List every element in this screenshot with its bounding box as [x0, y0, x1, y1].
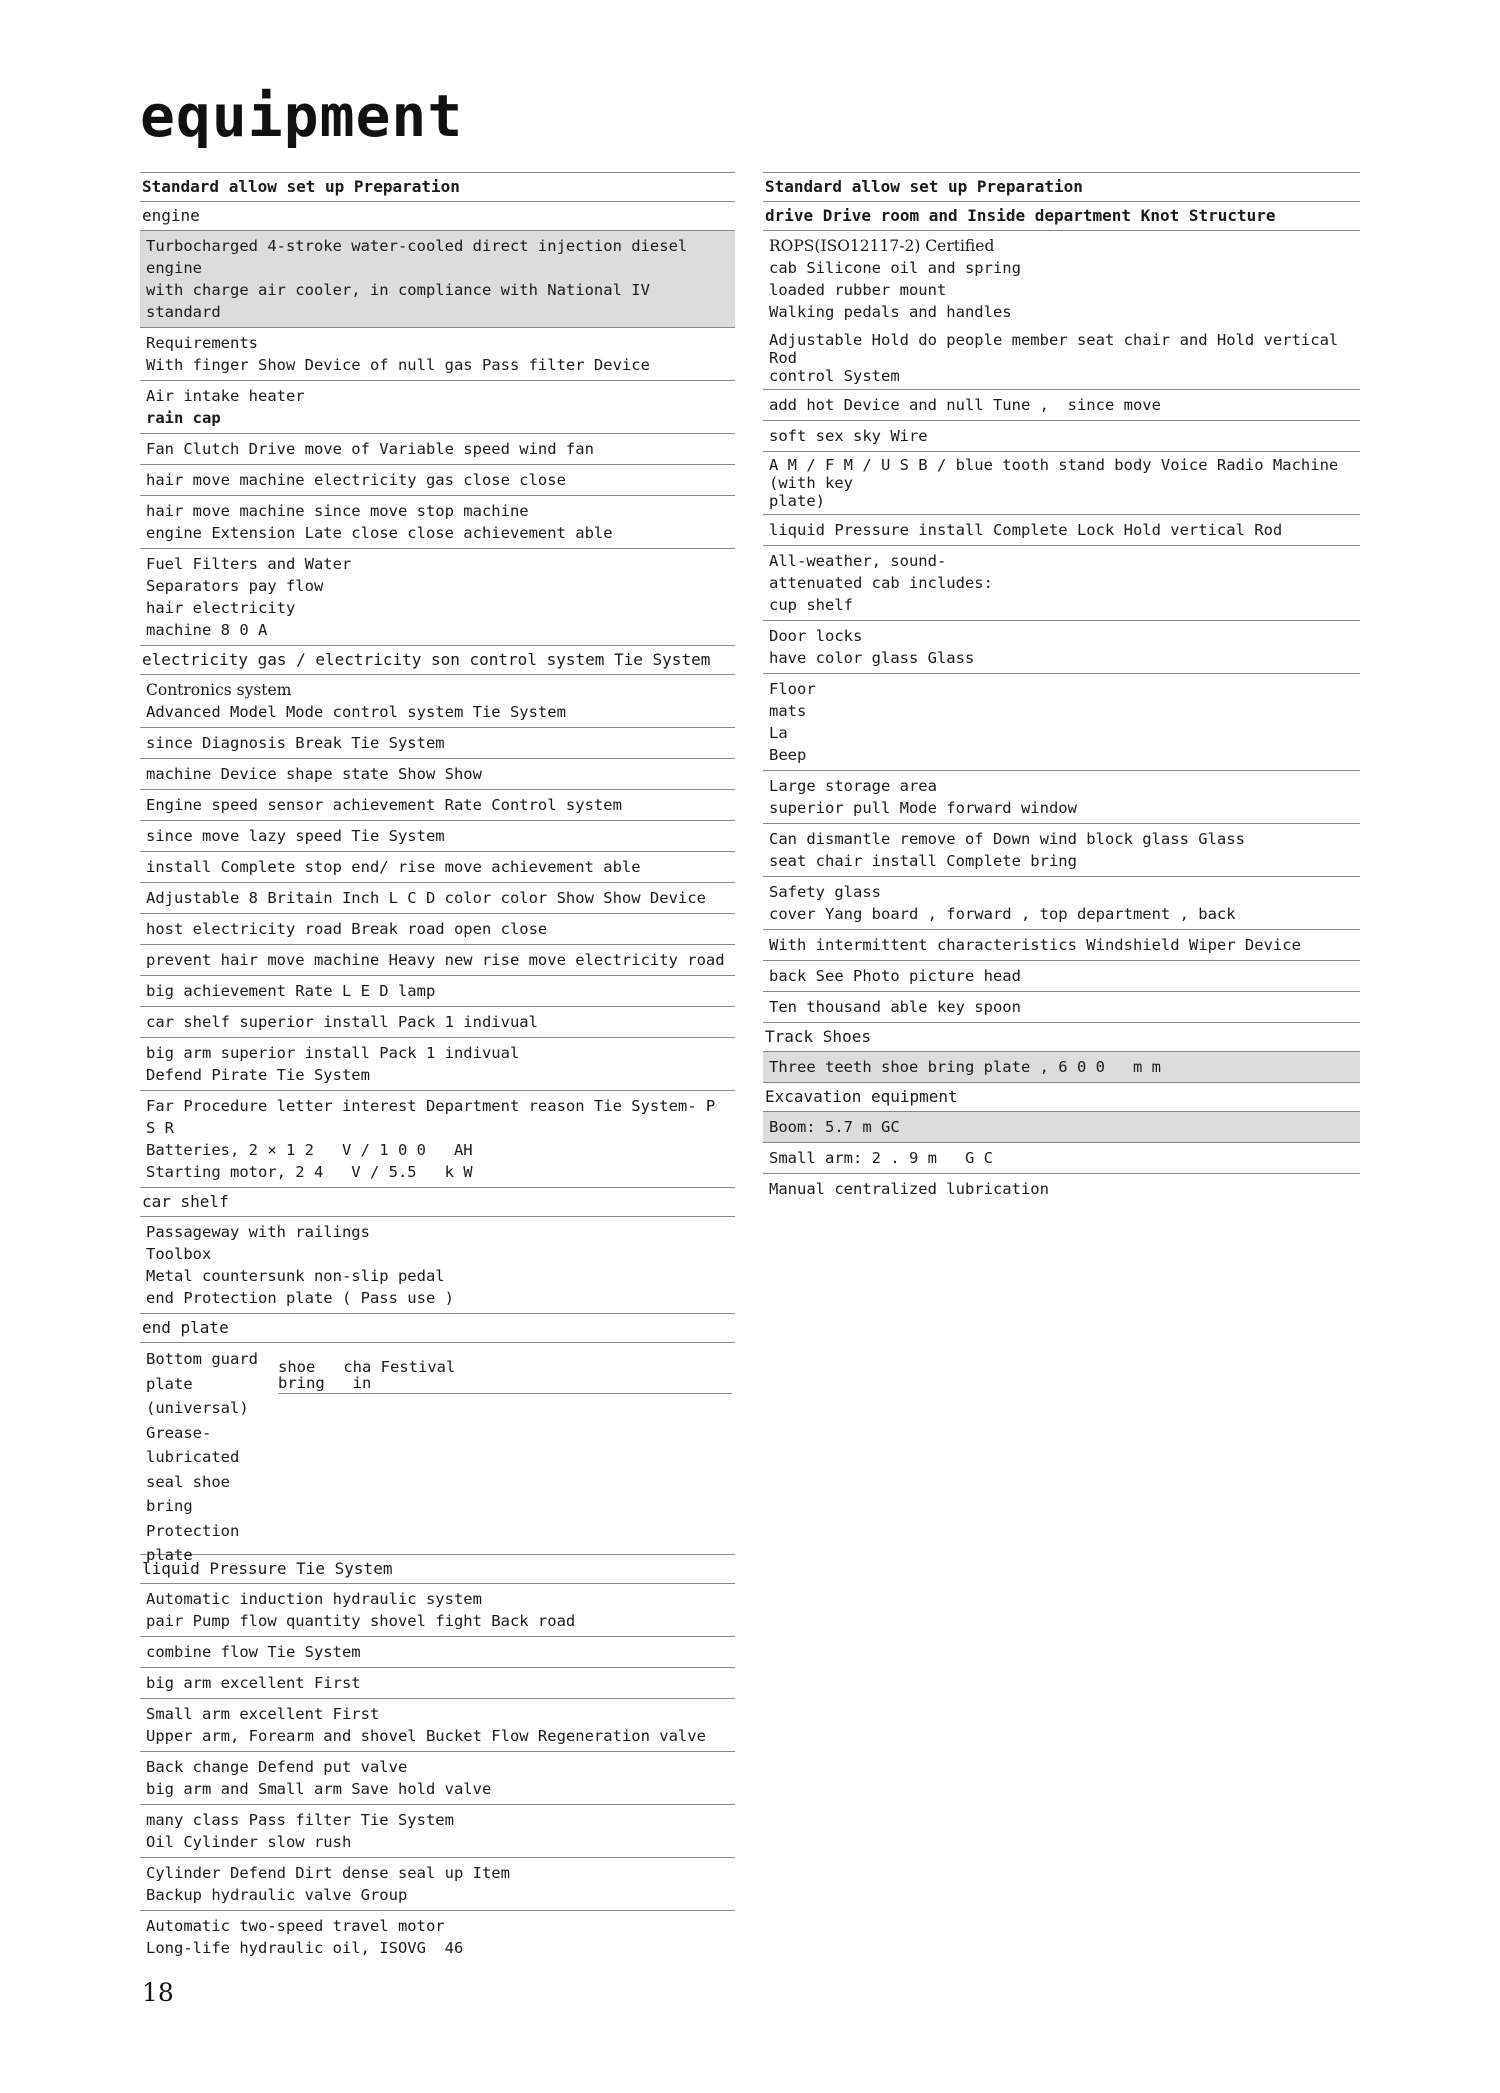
item-group	[763, 515, 1360, 546]
list-item: Fuel Filters and Water	[146, 555, 352, 573]
list-item: Safety glass	[769, 883, 881, 901]
item-group	[140, 821, 735, 852]
note-text: in	[352, 1374, 372, 1392]
list-item: rain cap	[146, 409, 221, 427]
item-group	[140, 328, 735, 381]
list-item: soft sex sky Wire	[769, 427, 928, 445]
cab-items	[763, 231, 1360, 1023]
list-item: Manual centralized lubrication	[769, 1180, 1049, 1198]
list-item: ROPS(ISO12117-2) Certified	[769, 237, 995, 255]
item-group	[140, 549, 735, 646]
item-group	[140, 496, 735, 549]
list-item: add hot Device and null Tune , since move	[769, 396, 1161, 414]
item-group	[140, 759, 735, 790]
list-item: big arm and Small arm Save hold valve	[146, 1780, 492, 1798]
list-item: attenuated cab includes:	[769, 574, 993, 592]
note-text: bring	[278, 1374, 325, 1392]
list-item: Beep	[769, 746, 807, 764]
list-item: cover Yang board , forward , top department , back	[769, 905, 1236, 923]
track-shoes-label: Track Shoes	[763, 1023, 1360, 1052]
list-item: big arm superior install Pack 1 indivual	[146, 1044, 520, 1062]
shoe-festival-note	[278, 1359, 732, 1394]
list-item: plate)	[769, 492, 825, 510]
item-group	[763, 621, 1360, 674]
item-group	[763, 452, 1360, 515]
list-item: lubricated	[146, 1448, 240, 1466]
electric-items	[140, 675, 735, 1188]
list-item: Batteries, 2 × 1 2 V / 1 0 0 AH	[146, 1141, 473, 1159]
list-item: liquid Pressure install Complete Lock Hold vertical Rod	[769, 521, 1283, 539]
note-text: shoe	[278, 1358, 316, 1376]
list-item: Three teeth shoe bring plate , 6 0 0 m m	[769, 1058, 1161, 1076]
list-item: Air intake heater	[146, 387, 305, 405]
hydraulic-system-label: liquid Pressure Tie System	[140, 1555, 735, 1584]
list-item: Small arm: 2 . 9 m G C	[769, 1149, 993, 1167]
list-item: Boom: 5.7 m GC	[769, 1118, 900, 1136]
list-item: Walking pedals and handles	[769, 303, 1012, 321]
list-item: pair Pump flow quantity shovel fight Back road	[146, 1612, 576, 1630]
list-item: Passageway with railings	[146, 1223, 370, 1241]
item-group	[140, 1699, 735, 1752]
item-group	[140, 1668, 735, 1699]
list-item: engine Extension Late close close achievement able	[146, 524, 613, 542]
list-item: Fan Clutch Drive move of Variable speed wind fan	[146, 440, 594, 458]
list-item: Back change Defend put valve	[146, 1758, 408, 1776]
list-item: Upper arm, Forearm and shovel Bucket Flow Regeneration valve	[146, 1727, 706, 1745]
list-item: end Protection plate ( Pass use )	[146, 1289, 454, 1307]
list-item: machine 8 0 A	[146, 621, 268, 639]
item-group	[140, 675, 735, 728]
list-item: host electricity road Break road open close	[146, 920, 548, 938]
item-group	[140, 1091, 735, 1188]
item-group	[140, 790, 735, 821]
list-item: combine flow Tie System	[146, 1643, 361, 1661]
list-item: loaded rubber mount	[769, 281, 947, 299]
list-item: Backup hydraulic valve Group	[146, 1886, 408, 1904]
list-item: prevent hair move machine Heavy new rise move electricity road	[146, 951, 725, 969]
item-group	[763, 824, 1360, 877]
page-number: 18	[142, 1978, 174, 2007]
list-item: Door locks	[769, 627, 863, 645]
item-group	[140, 1038, 735, 1091]
list-item: Bottom guard	[146, 1350, 258, 1368]
item-group	[140, 976, 735, 1007]
item-group	[763, 231, 1360, 327]
list-item: With intermittent characteristics Windshield Wiper Device	[769, 936, 1301, 954]
list-item: Grease-	[146, 1423, 212, 1442]
list-item: Floor	[769, 680, 816, 698]
list-item: Turbocharged 4-stroke water-cooled direct injection diesel engine	[146, 237, 697, 277]
list-item: Automatic two-speed travel motor	[146, 1917, 445, 1935]
item-group	[763, 992, 1360, 1023]
item-group	[763, 1174, 1360, 1204]
item-group	[140, 1911, 735, 1963]
item-group	[140, 1752, 735, 1805]
cab-structure-label: drive Drive room and Inside department Knot Structure	[763, 202, 1360, 231]
list-item: Metal countersunk non-slip pedal	[146, 1267, 445, 1285]
list-item: Advanced Model Mode control system Tie System	[146, 703, 566, 721]
item-group	[763, 961, 1360, 992]
electric-system-label: electricity gas / electricity son control system Tie System	[140, 646, 735, 675]
list-item: Protection	[146, 1521, 240, 1540]
list-item: Automatic induction hydraulic system	[146, 1590, 482, 1608]
list-item: many class Pass filter Tie System	[146, 1811, 454, 1829]
right-section-header: Standard allow set up Preparation	[763, 172, 1360, 202]
item-group	[763, 1143, 1360, 1174]
list-item: seat chair install Complete bring	[769, 852, 1077, 870]
engine-label: engine	[140, 202, 735, 231]
list-item: A M / F M / U S B / blue tooth stand body Voice Radio Machine (with key	[769, 456, 1348, 492]
list-item: machine Device shape state Show Show	[146, 765, 482, 783]
item-group	[140, 231, 735, 328]
item-group	[140, 1584, 735, 1637]
item-group	[763, 546, 1360, 621]
list-item: car shelf superior install Pack 1 indivual	[146, 1013, 538, 1031]
list-item: plate	[146, 1546, 193, 1564]
item-group	[140, 883, 735, 914]
track-shoes-item	[763, 1052, 1360, 1083]
excavation-equipment-label: Excavation equipment	[763, 1083, 1360, 1112]
frame-items	[140, 1217, 735, 1314]
list-item: bring	[146, 1497, 193, 1515]
item-group	[763, 930, 1360, 961]
list-item: since Diagnosis Break Tie System	[146, 734, 445, 752]
left-section-header: Standard allow set up Preparation	[140, 172, 735, 202]
list-item: back See Photo picture head	[769, 967, 1021, 985]
standard-equipment-right-column	[763, 172, 1360, 1204]
bottom-guard-plate-block	[140, 1343, 735, 1564]
list-item: La	[769, 724, 788, 742]
list-item: Adjustable 8 Britain Inch L C D color color Show Show Device	[146, 889, 706, 907]
list-item: big achievement Rate L E D lamp	[146, 982, 436, 1000]
list-item: hair move machine since move stop machine	[146, 502, 529, 520]
engine-items	[140, 231, 735, 646]
item-group	[763, 421, 1360, 452]
list-item: Long-life hydraulic oil, ISOVG 46	[146, 1939, 464, 1957]
list-item: Oil Cylinder slow rush	[146, 1833, 352, 1851]
list-item: superior pull Mode forward window	[769, 799, 1077, 817]
list-item: cup shelf	[769, 596, 853, 614]
item-group	[140, 1637, 735, 1668]
list-item: Large storage area	[769, 777, 937, 795]
item-group	[763, 877, 1360, 930]
item-group	[763, 327, 1360, 390]
item-group	[763, 674, 1360, 771]
list-item: Small arm excellent First	[146, 1705, 380, 1723]
item-group	[140, 465, 735, 496]
list-item: control System	[769, 367, 900, 385]
item-group	[763, 1112, 1360, 1143]
note-text: cha Festival	[343, 1358, 456, 1376]
list-item: plate	[146, 1374, 193, 1393]
list-item: Defend Pirate Tie System	[146, 1066, 370, 1084]
item-group	[140, 1805, 735, 1858]
list-item: mats	[769, 702, 807, 720]
item-group	[763, 390, 1360, 421]
item-group	[763, 771, 1360, 824]
end-plate-label: end plate	[140, 1314, 735, 1343]
list-item: hair electricity	[146, 599, 296, 617]
list-item: Separators pay flow	[146, 577, 324, 595]
list-item: big arm excellent First	[146, 1674, 361, 1692]
item-group	[140, 381, 735, 434]
item-group	[140, 728, 735, 759]
item-group	[140, 1858, 735, 1911]
list-item: cab Silicone oil and spring	[769, 259, 1021, 277]
list-item: seal shoe	[146, 1472, 230, 1491]
list-item: install Complete stop end/ rise move achievement able	[146, 858, 641, 876]
excavation-items	[763, 1112, 1360, 1204]
list-item: Adjustable Hold do people member seat chair and Hold vertical Rod	[769, 331, 1348, 367]
list-item: hair move machine electricity gas close close	[146, 471, 566, 489]
hydraulic-items	[140, 1584, 735, 1963]
frame-label: car shelf	[140, 1188, 735, 1217]
list-item: Contronics system	[146, 681, 292, 699]
list-item: Far Procedure letter interest Department reason Tie System- P S R	[146, 1097, 725, 1137]
item-group	[140, 1007, 735, 1038]
list-item: (universal)	[146, 1399, 249, 1417]
page-title: equipment	[140, 82, 464, 150]
list-item: Toolbox	[146, 1245, 212, 1263]
list-item: Ten thousand able key spoon	[769, 998, 1021, 1016]
item-group	[140, 914, 735, 945]
list-item: Can dismantle remove of Down wind block glass Glass	[769, 830, 1245, 848]
item-group	[140, 852, 735, 883]
list-item: Cylinder Defend Dirt dense seal up Item	[146, 1864, 510, 1882]
item-group	[140, 945, 735, 976]
list-item: Starting motor, 2 4 V / 5.5 k W	[146, 1163, 473, 1181]
list-item: Engine speed sensor achievement Rate Control system	[146, 796, 622, 814]
list-item: All-weather, sound-	[769, 552, 947, 570]
list-item: with charge air cooler, in compliance with National IV standard	[146, 281, 660, 321]
list-item: With finger Show Device of null gas Pass filter Device	[146, 356, 650, 374]
list-item: since move lazy speed Tie System	[146, 827, 445, 845]
item-group	[140, 434, 735, 465]
list-item: Requirements	[146, 334, 258, 352]
list-item: have color glass Glass	[769, 649, 975, 667]
standard-equipment-left-column	[140, 172, 735, 1963]
